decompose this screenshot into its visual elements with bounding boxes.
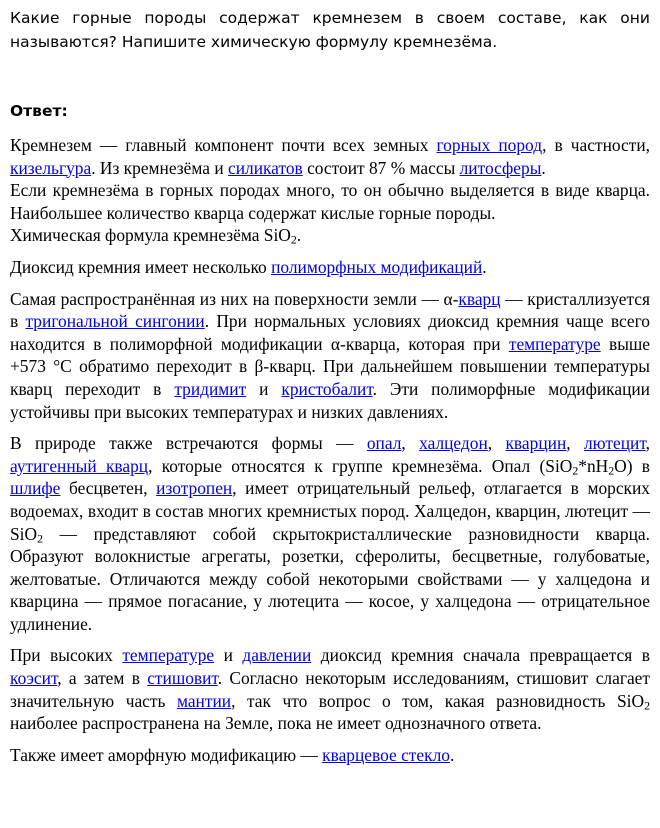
- answer-body: [10, 134, 650, 766]
- subscript: 2: [572, 463, 579, 478]
- link-autigenny-kvarc[interactable]: аутигенный кварц: [10, 455, 149, 476]
- text: В природе также встречаются формы —: [10, 433, 367, 454]
- text: , которые относятся к группе кремнезёма. Опал (SiO: [148, 455, 573, 476]
- link-temperature[interactable]: температуре: [508, 333, 601, 354]
- text: .: [541, 157, 546, 178]
- paragraph-3: [10, 224, 650, 247]
- link-trigonalnoy-singonii[interactable]: тригональной сингонии: [25, 311, 205, 332]
- answer-label: Ответ:: [10, 102, 68, 120]
- paragraph-7: [10, 644, 650, 734]
- paragraph-2: [10, 179, 650, 224]
- text: Диоксид кремния имеет несколько: [10, 256, 272, 277]
- link-temperature-2[interactable]: температуре: [122, 645, 215, 666]
- subscript: 2: [290, 232, 297, 247]
- text: . При нормальных условиях диоксид кремния чаще всего находится в полиморфной модификации α-кварца, которая при: [10, 311, 651, 354]
- text: , в частности,: [542, 135, 650, 155]
- link-silikatov[interactable]: силикатов: [227, 157, 303, 178]
- link-kvarcevoe-steklo[interactable]: кварцевое стекло: [322, 744, 450, 765]
- link-shlife[interactable]: шлифе: [10, 478, 61, 499]
- link-kizelgura[interactable]: кизельгура: [10, 157, 92, 178]
- link-opal[interactable]: опал: [366, 433, 402, 454]
- link-kristobalit[interactable]: кристобалит: [281, 378, 373, 399]
- text: , так что вопрос о том, какая разновидность SiO: [231, 690, 645, 711]
- paragraph-6: [10, 432, 650, 635]
- link-koesit[interactable]: коэсит: [10, 668, 58, 689]
- text: ,: [401, 433, 420, 454]
- link-mantii[interactable]: мантии: [176, 690, 232, 711]
- text: , а затем в: [57, 668, 148, 689]
- link-davlenii[interactable]: давлении: [242, 645, 312, 666]
- subscript: 2: [644, 698, 650, 713]
- text: состоит 87 % массы: [302, 157, 460, 178]
- text: Также имеет аморфную модификацию —: [10, 744, 323, 765]
- paragraph-1: [10, 134, 650, 179]
- text: ,: [487, 433, 506, 454]
- text: При высоких: [10, 645, 123, 666]
- text: Химическая формула кремнезёма SiO: [10, 225, 291, 246]
- link-litosfery[interactable]: литосферы: [459, 157, 542, 178]
- text: .: [449, 744, 455, 765]
- link-tridimit[interactable]: тридимит: [174, 378, 247, 399]
- text: диоксид кремния сначала превращается в: [311, 645, 650, 666]
- text: .: [296, 225, 302, 246]
- subscript: 2: [608, 463, 615, 478]
- text: выше +573 °С обратимо переходит в β-кварц. При дальнейшем повышении температуры кварц переходит в: [10, 333, 650, 399]
- link-gornyh-porod[interactable]: горных пород: [436, 135, 543, 155]
- text: — кристаллизуется в: [10, 288, 651, 332]
- text: , имеет отрицательный рельеф, отлагается в морских водоемах, входит в состав многих кремнистых пород. Халцедон, кварцин, лютецит — SiO: [10, 478, 651, 544]
- link-polimorfnyh-modifikaciy[interactable]: полиморфных модификаций: [271, 256, 483, 277]
- text: Кремнезем — главный компонент почти всех земных: [10, 135, 437, 155]
- text: и: [246, 378, 282, 399]
- text: O) в: [614, 455, 650, 476]
- text: . Согласно некоторым исследованиям, стишовит слагает значительную часть: [10, 668, 650, 711]
- text: . Из кремнезёма и: [91, 157, 228, 178]
- text: . Эти полиморфные модификации устойчивы при высоких температурах и низких давлениях.: [10, 378, 650, 422]
- text: *nH: [578, 455, 609, 476]
- question-text: Какие горные породы содержат кремнезем в своем составе, как они называются? Напишите химическую формулу кремнезёма.: [10, 9, 650, 51]
- text: Самая распространённая из них на поверхности земли — α-: [10, 288, 459, 309]
- link-kvarc[interactable]: кварц: [458, 288, 501, 309]
- paragraph-5: [10, 288, 650, 424]
- text: наиболее распространена на Земле, пока не имеет однозначного ответа.: [10, 713, 542, 734]
- link-lyutecit[interactable]: лютецит: [583, 433, 646, 454]
- text: ,: [566, 433, 584, 454]
- text: Если кремнезёма в горных породах много, то он обычно выделяется в виде кварца. Наибольшее количество кварца содержат кислые горные породы.: [10, 180, 650, 223]
- link-kvarcin[interactable]: кварцин: [505, 433, 567, 454]
- paragraph-4: [10, 256, 650, 279]
- text: бесцветен,: [60, 478, 157, 499]
- link-stishovit[interactable]: стишовит: [147, 668, 218, 689]
- link-izotropen[interactable]: изотропен: [156, 478, 233, 499]
- text: ,: [645, 433, 650, 454]
- paragraph-8: [10, 744, 650, 767]
- text: и: [214, 645, 243, 666]
- text: — представляют собой скрытокристаллические разновидности кварца. Образуют волокнистые агрегаты, розетки, сферолиты, бесцветные, голубоватые, желтоватые. Отличаются между собой некоторыми свойствами — у халцедона и кварцина — прямое погасание, у лютецита — косое, у халцедона — отрицательное удлинение.: [10, 523, 650, 634]
- subscript: 2: [37, 530, 43, 545]
- text: .: [482, 256, 487, 277]
- link-halcedon[interactable]: халцедон: [419, 433, 488, 454]
